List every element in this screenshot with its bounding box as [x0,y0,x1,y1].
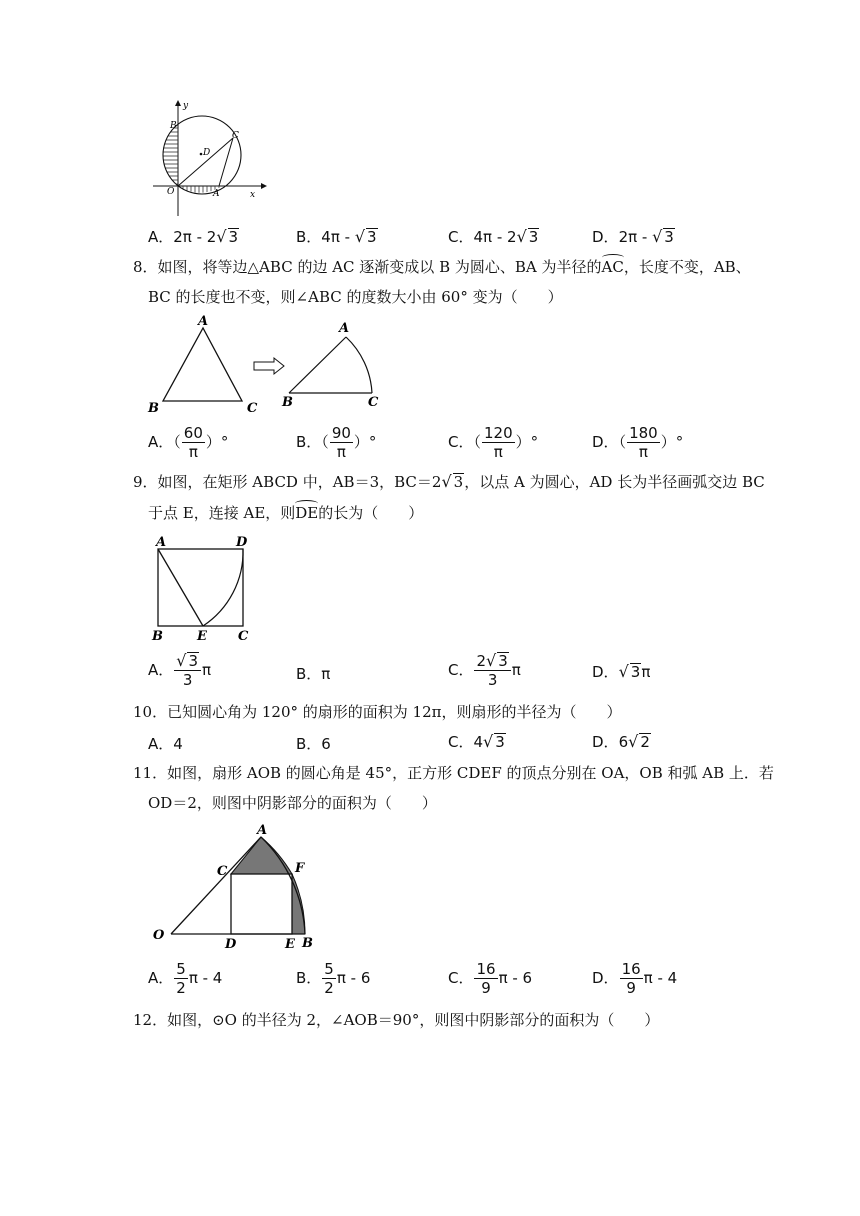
q8-arc-ac: AC [601,258,624,276]
q7-label-a: A [213,189,220,199]
q11-label-c: C [217,864,228,879]
q8-figure [142,312,402,420]
q7-option-c: C．4π - 2√ 3 [448,227,539,246]
q9-option-b: B．π [296,665,331,683]
q7-label-b: B [170,121,177,131]
q8-label-c1: C [247,401,258,416]
q9-option-d: D．√ 3π [592,662,651,681]
q9-label-b: B [152,629,163,644]
q8-label-a2: A [339,321,350,336]
q7-option-a: A．2π - 2√ 3 [148,227,239,246]
q9-question-line2: 于点 E，连接 AE，则DE的长为（ ） [148,504,424,522]
q8-option-c: C．（ $\frac{120}{\pi}$ ）° [448,424,539,461]
q11-question-line2: OD＝2，则图中阴影部分的面积为（ ） [148,794,437,812]
q9-label-e: E [197,629,207,644]
q11-label-d: D [225,937,237,952]
q9-label-d: D [236,535,248,550]
q10-option-d: D．6√ 2 [592,732,650,751]
q8-question-line2: BC 的长度也不变，则∠ABC 的度数大小由 60° 变为（ ） [148,288,563,306]
q9-arc-de: DE [295,504,319,522]
q11-option-a: A． $\frac{5}{2}$ π - 4 [148,960,223,997]
q11-label-e: E [285,937,295,952]
q8-option-d: D．（ $\frac{180}{\pi}$ ）° [592,424,684,461]
q10-question: 10．已知圆心角为 120° 的扇形的面积为 12π，则扇形的半径为（ ） [133,703,622,721]
q8-label-a1: A [198,314,209,329]
q11-option-c: C． $\frac{16}{9}$ π - 6 [448,960,533,997]
q8-label-b2: B [282,395,293,410]
q7-label-d: D [203,148,211,158]
q8-option-a: A．（ $\frac{60}{\pi}$ ）° [148,424,229,461]
q9-option-a: A． $\frac{√ 3}{3}$ π [148,651,212,689]
q7-label-y: y [183,101,189,111]
q7-option-d: D．2π - √ 3 [592,227,674,246]
q8-label-b1: B [148,401,159,416]
q9-question-line1: 9．如图，在矩形 ABCD 中，AB＝3，BC＝2√ 3，以点 A 为圆心，AD 长为半径画弧交边 BC [133,472,765,491]
q7-label-o: O [167,187,175,197]
q10-option-b: B．6 [296,735,331,753]
q11-question-line1: 11．如图，扇形 AOB 的圆心角是 45°，正方形 CDEF 的顶点分别在 OA，OB 和弧 AB 上．若 [133,764,774,782]
q11-option-d: D． $\frac{16}{9}$ π - 4 [592,960,678,997]
q11-figure [145,818,330,953]
q11-label-b: B [302,936,313,951]
q9-label-a: A [156,535,167,550]
q11-label-f: F [295,861,305,876]
q8-question-line1: 8．如图，将等边△ABC 的边 AC 逐渐变成以 B 为圆心、BA 为半径的AC，长度不变，AB、 [133,258,751,276]
q8-option-b: B．（ $\frac{90}{\pi}$ ）° [296,424,377,461]
q7-option-b: B．4π - √ 3 [296,227,377,246]
q7-label-x: x [250,190,256,200]
q10-option-a: A．4 [148,735,183,753]
q7-label-c: C [232,131,239,141]
q10-option-c: C．4√ 3 [448,732,505,751]
q9-option-c: C． $\frac{2√ 3}{3}$ π [448,651,521,689]
q12-question: 12．如图，⊙O 的半径为 2，∠AOB＝90°，则图中阴影部分的面积为（ ） [133,1011,660,1029]
q9-label-c: C [238,629,249,644]
q11-option-b: B． $\frac{5}{2}$ π - 6 [296,960,371,997]
q9-figure [148,533,258,645]
q8-label-c2: C [368,395,379,410]
q7-figure [145,98,270,220]
q11-label-o: O [153,928,165,943]
q11-label-a: A [257,823,268,838]
